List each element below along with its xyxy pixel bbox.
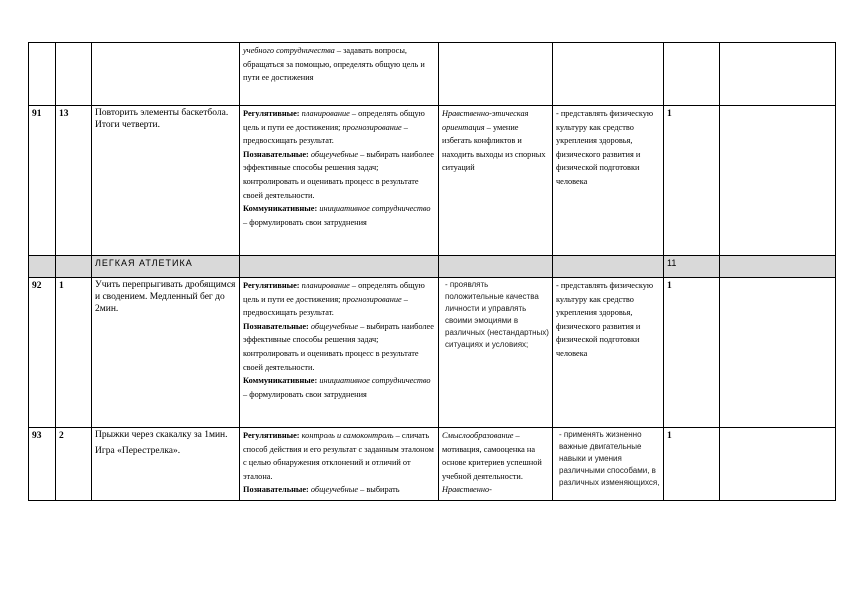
lesson-plan-table [28,42,836,501]
uud-cell [240,278,439,428]
hours-cell: 1 [664,278,720,428]
table-row [29,43,836,106]
section-cell-empty [720,256,836,278]
topic-cell: Учить перепрыгивать дробящимся и сводением. Медленный бег до 2мин. [92,278,240,428]
lesson-number-cell: 91 [29,106,56,256]
category-label: Познавательные: [243,149,311,159]
category-label: Познавательные: [243,485,311,495]
section-cell-empty [29,256,56,278]
date-cell [720,278,836,428]
term-label: Нравственно-этическая ориентация [442,109,529,132]
lesson-index-cell: 2 [56,428,92,501]
table-row [29,106,836,256]
text-run: – выбирать [358,485,400,495]
topic-cell [92,428,240,501]
hours-cell [664,43,720,106]
section-cell-empty [240,256,439,278]
date-cell [720,106,836,256]
lesson-index-cell: 1 [56,278,92,428]
term-label: учебного сотрудничества [243,46,335,55]
term-label: планирование [301,109,350,118]
section-cell-empty [56,256,92,278]
subject-results-cell: - представлять физическую культуру как средство укрепления здоровья, физического развития и физической подготовки человека [553,106,664,256]
personal-results-cell [439,428,553,501]
personal-results-cell [439,43,553,106]
section-row [29,256,836,278]
text-run: – задавать вопросы, обращаться за помощью, определять общую цель и пути ее достижения [243,46,425,83]
term-label: Смыслообразование [442,431,514,440]
uud-cell [240,106,439,256]
category-label: Регулятивные: [243,281,302,290]
uud-cell [240,43,439,106]
term-label: инициативное сотрудничество [319,204,431,214]
topic-cell: Повторить элементы баскетбола. Итоги четверти. [92,106,240,256]
text-run: – формулировать свои затруднения [243,217,367,227]
text-run: – выбирать наиболее эффективные способы решения задач; контролировать и оценивать процесс в результате своей деятельности. [243,149,434,200]
date-cell [720,428,836,501]
term-label: инициативное сотрудничество [319,376,431,386]
text-run: – выбирать наиболее эффективные способы решения задач; контролировать и оценивать процесс в результате своей деятельности. [243,321,434,372]
uud-cell [240,428,439,501]
term-label: прогнозирование [342,122,402,132]
text-run: – определять общую цель и пути ее достижения; [243,281,425,304]
category-label: Познавательные: [243,321,311,331]
lesson-index-cell: 13 [56,106,92,256]
text-run: – формулировать свои затруднения [243,389,367,399]
topic-cell [92,43,240,106]
lesson-index-cell [56,43,92,106]
term-label: планирование [301,281,350,290]
subject-results-cell [553,43,664,106]
text-run: – мотивация, самооценка на основе критериев успешной учебной деятельности. [442,431,542,481]
personal-results-cell [439,106,553,256]
topic-line: Прыжки через скакалку за 1мин. [95,430,228,440]
category-label: Регулятивные: [243,109,302,118]
term-label: общеучебные [310,149,359,159]
subject-results-cell: - представлять физическую культуру как средство укрепления здоровья, физического развития и физической подготовки человека [553,278,664,428]
hours-cell: 1 [664,106,720,256]
date-cell [720,43,836,106]
lesson-number-cell [29,43,56,106]
category-label: Коммуникативные: [243,376,320,386]
term-label: Нравственно- [442,485,492,495]
section-hours: 11 [664,256,720,278]
text-run: – определять общую цель и пути ее достижения; [243,109,425,132]
term-label: контроль и самоконтроль [301,431,394,440]
term-label: общеучебные [310,321,359,331]
section-cell-empty [439,256,553,278]
text-run: – предвосхищать результат. [243,122,408,146]
term-label: прогнозирование [342,294,402,304]
text-run: – предвосхищать результат. [243,294,408,318]
subject-results-cell: - применять жизненно важные двигательные навыки и умения различными способами, в различных изменяющихся, [553,428,664,501]
lesson-number-cell: 92 [29,278,56,428]
lesson-number-cell: 93 [29,428,56,501]
section-title: ЛЕГКАЯ АТЛЕТИКА [92,256,240,278]
category-label: Регулятивные: [243,431,302,440]
section-cell-empty [553,256,664,278]
text-run: – сличать способ действия и его результат с заданным эталоном с целью обнаружения отклонений и отличий от эталона. [243,431,434,481]
term-label: общеучебные [310,485,359,495]
category-label: Коммуникативные: [243,204,320,214]
topic-line: Игра «Перестрелка». [95,446,181,456]
personal-results-cell: - проявлять положительные качества личности и управлять своими эмоциями в различных (нестандартных) ситуациях и условиях; [439,278,553,428]
table-row [29,278,836,428]
table-row [29,428,836,501]
text-run: – умение избегать конфликтов и находить выходы из спорных ситуаций [442,122,546,173]
hours-cell: 1 [664,428,720,501]
